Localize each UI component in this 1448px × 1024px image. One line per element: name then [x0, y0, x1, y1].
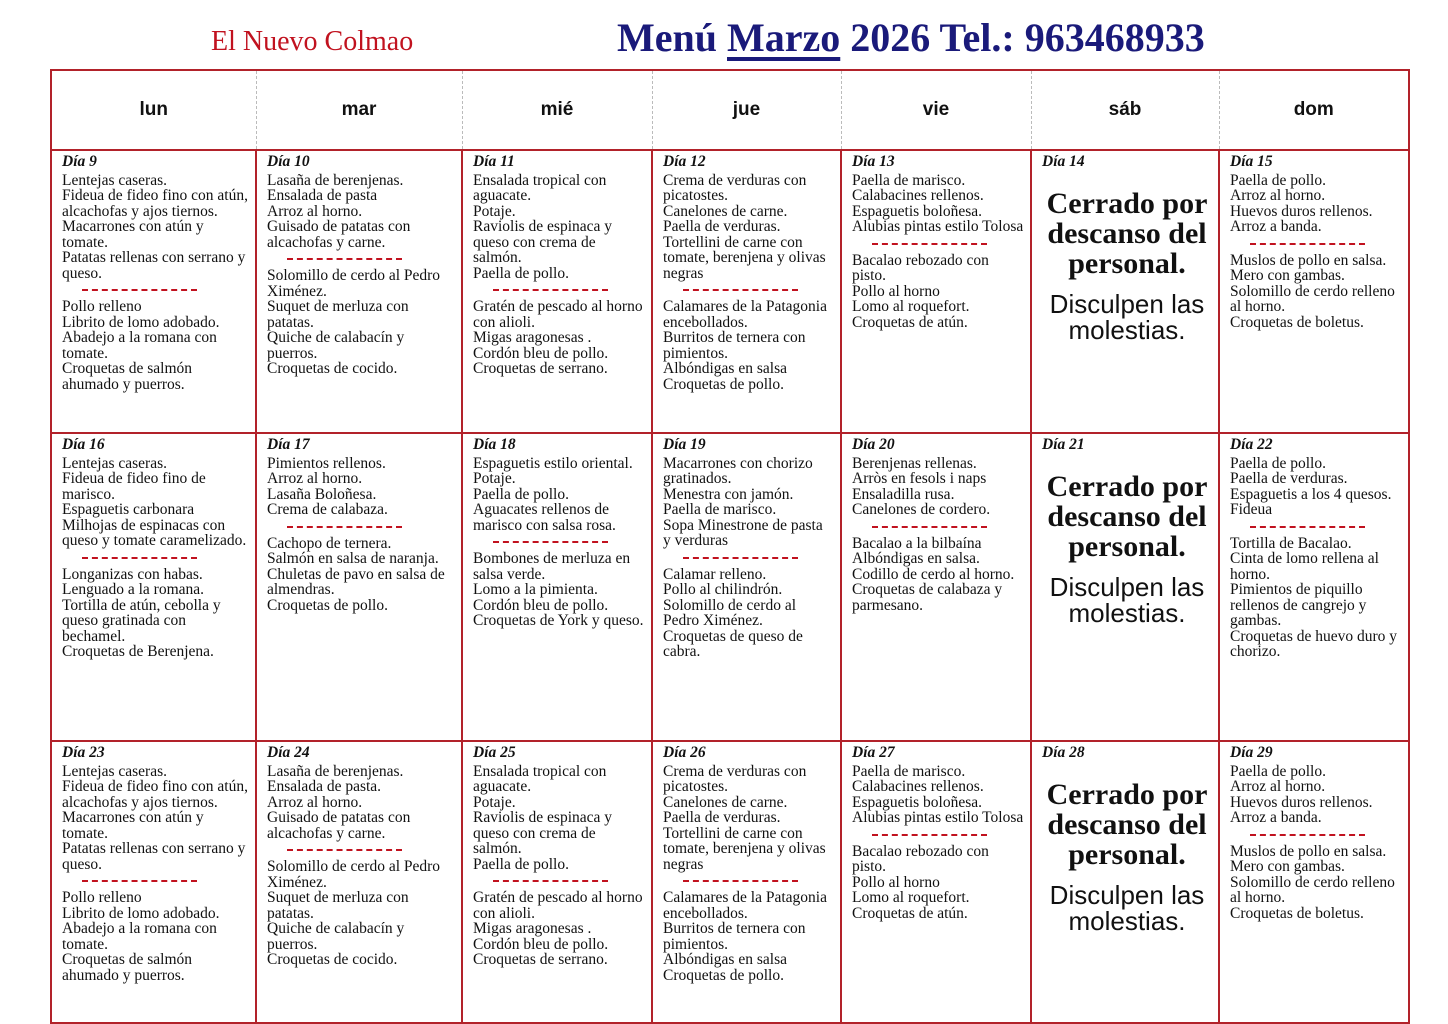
day-cell — [1219, 150, 1409, 433]
dish-item: Librito de lomo adobado. — [62, 904, 220, 922]
weekday-header: mié — [462, 70, 652, 150]
dish-item: Librito de lomo adobado. — [62, 313, 220, 331]
dish-item: Menestra con jamón. — [663, 485, 794, 503]
dish-item: Paella de pollo. — [473, 855, 569, 873]
day-label: Día 9 — [62, 153, 97, 170]
dish-item: Arroz a banda. — [1230, 218, 1322, 235]
dish-item: Albóndigas en salsa — [663, 360, 787, 377]
course-divider — [287, 258, 402, 260]
dish-item: Fideua de fideo fino con atún, alcachofas y ajos tiernos. — [62, 778, 248, 811]
week-row — [51, 741, 1409, 1023]
course-divider — [287, 849, 402, 851]
course-divider — [493, 880, 608, 882]
dish-item: Albóndigas en salsa — [663, 951, 787, 968]
dish-item: Crema de verduras con picatostes. — [663, 171, 807, 204]
dish-item: Lasaña de berenjenas. — [267, 762, 404, 780]
day-label: Día 23 — [62, 744, 105, 761]
dish-item: Paella de verduras. — [1230, 470, 1348, 487]
dish-item: Cordón bleu de pollo. — [473, 596, 609, 614]
dish-item: Fideua — [1230, 501, 1273, 518]
dish-item: Quiche de calabacín y puerros. — [267, 920, 405, 953]
dish-item: Cachopo de ternera. — [267, 534, 392, 552]
dish-item: Alubias pintas estilo Tolosa — [852, 809, 1024, 826]
day-label: Día 20 — [852, 436, 895, 453]
day-label: Día 22 — [1230, 436, 1273, 453]
day-label: Día 18 — [473, 436, 516, 453]
day-label: Día 11 — [473, 153, 515, 170]
dish-item: Muslos de pollo en salsa. — [1230, 251, 1387, 269]
dish-item: Muslos de pollo en salsa. — [1230, 842, 1387, 860]
course-divider — [493, 289, 608, 291]
dish-item: Ensalada de pasta — [267, 187, 378, 204]
dish-item: Croquetas de Berenjena. — [62, 643, 214, 660]
dish-item: Lentejas caseras. — [62, 454, 167, 472]
dish-item: Paella de marisco. — [663, 501, 777, 518]
dish-item: Paella de pollo. — [1230, 171, 1326, 189]
menu-calendar — [50, 69, 1410, 1024]
day-cell — [462, 433, 652, 741]
title-month: Marzo — [727, 15, 841, 60]
dish-item: Gratén de pescado al horno con alioli. — [473, 298, 643, 331]
dish-item: Raviolis de espinaca y queso con crema de salmón. — [473, 809, 613, 857]
day-cell — [652, 150, 841, 433]
dish-item: Lomo al roquefort. — [852, 298, 970, 315]
dish-item: Burritos de ternera con pimientos. — [663, 920, 806, 953]
dish-item: Mero con gambas. — [1230, 267, 1345, 284]
dish-item: Crema de calabaza. — [267, 501, 388, 518]
closed-notice — [1042, 764, 1212, 934]
dish-item: Bombones de merluza en salsa verde. — [473, 550, 631, 583]
day-label: Día 14 — [1042, 153, 1085, 170]
day-cell — [462, 741, 652, 1023]
day-cell — [256, 150, 462, 433]
dish-item: Calabacines rellenos. — [852, 187, 984, 204]
dish-item: Solomillo de cerdo relleno al horno. — [1230, 873, 1395, 906]
course-divider — [683, 880, 798, 882]
dish-item: Potaje. — [473, 793, 516, 811]
dish-item: Abadejo a la romana con tomate. — [62, 920, 217, 953]
day-cell — [1219, 433, 1409, 741]
day-label: Día 24 — [267, 744, 310, 761]
dish-item: Macarrones con atún y tomate. — [62, 809, 204, 842]
dish-item: Solomillo de cerdo relleno al horno. — [1230, 282, 1395, 315]
dish-item: Arroz al horno. — [1230, 778, 1326, 795]
dish-item: Tortilla de Bacalao. — [1230, 534, 1352, 552]
dish-item: Chuletas de pavo en salsa de almendras. — [267, 565, 445, 598]
closed-title-line: personal. — [1068, 529, 1186, 563]
closed-title-line: Cerrado por — [1046, 469, 1208, 503]
closed-note-line: Disculpen las — [1049, 571, 1205, 602]
day-label: Día 10 — [267, 153, 310, 170]
weekday-header: dom — [1219, 70, 1409, 150]
dish-item: Canelones de cordero. — [852, 501, 991, 518]
weekday-header: jue — [652, 70, 841, 150]
closed-title-line: personal. — [1068, 246, 1186, 280]
course-divider — [82, 289, 197, 291]
dish-item: Abadejo a la romana con tomate. — [62, 329, 217, 362]
dish-item: Espaguetis boloñesa. — [852, 202, 983, 220]
dish-item: Lentejas caseras. — [62, 171, 167, 189]
dish-item: Bacalao rebozado con pisto. — [852, 251, 989, 284]
day-cell — [841, 741, 1031, 1023]
course-divider — [287, 526, 402, 528]
dish-item: Lentejas caseras. — [62, 762, 167, 780]
dish-item: Croquetas de pollo. — [267, 596, 388, 614]
closed-notice — [1042, 173, 1212, 343]
day-cell — [1031, 150, 1219, 433]
dish-item: Berenjenas rellenas. — [852, 454, 977, 472]
course-divider — [1250, 526, 1365, 528]
course-divider — [872, 834, 987, 836]
dish-item: Espaguetis estilo oriental. — [473, 454, 633, 472]
dish-item: Tortilla de atún, cebolla y queso gratinada con bechamel. — [62, 596, 221, 645]
dish-item: Gratén de pescado al horno con alioli. — [473, 889, 643, 922]
closed-title-line: personal. — [1068, 837, 1186, 871]
dish-item: Croquetas de York y queso. — [473, 612, 644, 629]
dish-item: Arroz a banda. — [1230, 809, 1322, 826]
dish-item: Arròs en fesols i naps — [852, 470, 987, 487]
title-prefix: Menú — [617, 15, 717, 60]
day-label: Día 16 — [62, 436, 105, 453]
course-divider — [683, 557, 798, 559]
day-cell — [1031, 741, 1219, 1023]
dish-item: Fideua de fideo fino con atún, alcachofas y ajos tiernos. — [62, 187, 248, 220]
dish-item: Pollo relleno — [62, 889, 142, 906]
dish-item: Paella de pollo. — [473, 485, 569, 503]
dish-item: Croquetas de pollo. — [663, 375, 784, 393]
day-cell — [841, 150, 1031, 433]
dish-item: Huevos duros rellenos. — [1230, 793, 1373, 811]
day-cell — [51, 741, 256, 1023]
dish-item: Croquetas de atún. — [852, 904, 968, 922]
dish-item: Solomillo de cerdo al Pedro Ximénez. — [663, 596, 797, 629]
menu-title — [617, 14, 1205, 61]
dish-item: Cordón bleu de pollo. — [473, 344, 609, 362]
dish-item: Solomillo de cerdo al Pedro Ximénez. — [267, 267, 441, 300]
dish-item: Migas aragonesas . — [473, 329, 592, 346]
day-label: Día 25 — [473, 744, 516, 761]
dish-item: Croquetas de cocido. — [267, 951, 398, 968]
dish-item: Ensalada de pasta. — [267, 778, 382, 795]
dish-item: Codillo de cerdo al horno. — [852, 565, 1015, 583]
day-label: Día 26 — [663, 744, 706, 761]
closed-note-line: Disculpen las — [1049, 879, 1205, 910]
dish-item: Lenguado a la romana. — [62, 581, 205, 598]
dish-item: Aguacates rellenos de marisco con salsa rosa. — [473, 501, 616, 534]
dish-item: Tortellini de carne con tomate, berenjena y olivas negras — [663, 824, 826, 873]
closed-note-line: molestias. — [1068, 597, 1186, 628]
weekday-header: sáb — [1031, 70, 1219, 150]
day-cell — [841, 433, 1031, 741]
course-divider — [82, 880, 197, 882]
course-divider — [872, 243, 987, 245]
dish-item: Espaguetis carbonara — [62, 501, 195, 518]
dish-item: Paella de pollo. — [1230, 762, 1326, 780]
dish-item: Canelones de carne. — [663, 202, 788, 220]
dish-item: Ensalada tropical con aguacate. — [473, 762, 607, 795]
dish-item: Croquetas de serrano. — [473, 951, 608, 968]
day-cell — [256, 741, 462, 1023]
day-label: Día 12 — [663, 153, 706, 170]
day-cell — [652, 433, 841, 741]
dish-item: Pollo al horno — [852, 873, 940, 891]
day-label: Día 15 — [1230, 153, 1273, 170]
dish-item: Raviolis de espinaca y queso con crema de salmón. — [473, 218, 613, 266]
dish-item: Pimientos de piquillo rellenos de cangrejo y gambas. — [1230, 581, 1367, 629]
day-label: Día 13 — [852, 153, 895, 170]
dish-item: Calabacines rellenos. — [852, 778, 984, 795]
dish-item: Calamar relleno. — [663, 565, 767, 583]
dish-item: Calamares de la Patagonia encebollados. — [663, 298, 827, 331]
dish-item: Paella de marisco. — [852, 171, 966, 189]
weekday-header: vie — [841, 70, 1031, 150]
closed-title-line: Cerrado por — [1046, 777, 1208, 811]
dish-item: Pimientos rellenos. — [267, 454, 386, 472]
dish-item: Croquetas de pollo. — [663, 966, 784, 984]
dish-item: Crema de verduras con picatostes. — [663, 762, 807, 795]
dish-item: Quiche de calabacín y puerros. — [267, 329, 405, 362]
dish-item: Lomo a la pimienta. — [473, 581, 598, 598]
dish-item: Calamares de la Patagonia encebollados. — [663, 889, 827, 922]
closed-title-line: descanso del — [1047, 216, 1207, 250]
closed-notice — [1042, 456, 1212, 626]
day-cell — [51, 433, 256, 741]
dish-item: Bacalao rebozado con pisto. — [852, 842, 989, 875]
dish-item: Migas aragonesas . — [473, 920, 592, 937]
dish-item: Bacalao a la bilbaína — [852, 534, 982, 552]
course-divider — [493, 541, 608, 543]
dish-item: Patatas rellenas con serrano y queso. — [62, 249, 246, 282]
weekday-header: lun — [51, 70, 256, 150]
closed-note-line: Disculpen las — [1049, 288, 1205, 319]
restaurant-name: El Nuevo Colmao — [211, 26, 414, 57]
dish-item: Macarrones con chorizo gratinados. — [663, 454, 813, 487]
day-cell — [1219, 741, 1409, 1023]
dish-item: Croquetas de boletus. — [1230, 313, 1364, 331]
dish-item: Paella de verduras. — [663, 809, 781, 826]
day-cell — [652, 741, 841, 1023]
dish-item: Macarrones con atún y tomate. — [62, 218, 204, 251]
dish-item: Milhojas de espinacas con queso y tomate caramelizado. — [62, 516, 247, 549]
dish-item: Guisado de patatas con alcachofas y carne. — [267, 809, 411, 842]
dish-item: Paella de pollo. — [473, 264, 569, 282]
course-divider — [1250, 243, 1365, 245]
course-divider — [1250, 834, 1365, 836]
dish-item: Arroz al horno. — [267, 793, 363, 811]
day-cell — [462, 150, 652, 433]
dish-item: Suquet de merluza con patatas. — [267, 889, 409, 922]
course-divider — [683, 289, 798, 291]
week-row — [51, 150, 1409, 433]
dish-item: Suquet de merluza con patatas. — [267, 298, 409, 331]
dish-item: Lasaña de berenjenas. — [267, 171, 404, 189]
closed-title-line: descanso del — [1047, 499, 1207, 533]
dish-item: Salmón en salsa de naranja. — [267, 550, 439, 567]
dish-item: Croquetas de salmón ahumado y puerros. — [62, 360, 193, 393]
dish-item: Paella de pollo. — [1230, 454, 1326, 472]
dish-item: Espaguetis a los 4 quesos. — [1230, 485, 1392, 503]
dish-item: Croquetas de queso de cabra. — [663, 627, 803, 660]
dish-item: Croquetas de serrano. — [473, 360, 608, 377]
dish-item: Potaje. — [473, 470, 516, 487]
dish-item: Burritos de ternera con pimientos. — [663, 329, 806, 362]
dish-item: Canelones de carne. — [663, 793, 788, 811]
dish-item: Arroz al horno. — [267, 202, 363, 220]
dish-item: Lomo al roquefort. — [852, 889, 970, 906]
day-label: Día 28 — [1042, 744, 1085, 761]
weekday-header: mar — [256, 70, 462, 150]
dish-item: Arroz al horno. — [267, 470, 363, 487]
dish-item: Pollo al chilindrón. — [663, 581, 783, 598]
dish-item: Mero con gambas. — [1230, 858, 1345, 875]
closed-note-line: molestias. — [1068, 905, 1186, 936]
dish-item: Sopa Minestrone de pasta y verduras — [663, 516, 823, 549]
day-cell — [1031, 433, 1219, 741]
dish-item: Huevos duros rellenos. — [1230, 202, 1373, 220]
dish-item: Tortellini de carne con tomate, berenjena y olivas negras — [663, 233, 826, 282]
dish-item: Patatas rellenas con serrano y queso. — [62, 840, 246, 873]
dish-item: Arroz al horno. — [1230, 187, 1326, 204]
day-label: Día 21 — [1042, 436, 1085, 453]
dish-item: Pollo al horno — [852, 282, 940, 300]
dish-item: Croquetas de cocido. — [267, 360, 398, 377]
closed-note-line: molestias. — [1068, 314, 1186, 345]
day-label: Día 27 — [852, 744, 895, 761]
day-cell — [256, 433, 462, 741]
dish-item: Guisado de patatas con alcachofas y carne. — [267, 218, 411, 251]
dish-item: Alubias pintas estilo Tolosa — [852, 218, 1024, 235]
course-divider — [82, 557, 197, 559]
day-cell — [51, 150, 256, 433]
dish-item: Albóndigas en salsa. — [852, 550, 980, 567]
dish-item: Croquetas de huevo duro y chorizo. — [1230, 627, 1398, 660]
dish-item: Cordón bleu de pollo. — [473, 935, 609, 953]
closed-title-line: Cerrado por — [1046, 186, 1208, 220]
weekday-header-row — [51, 70, 1409, 150]
dish-item: Cinta de lomo rellena al horno. — [1230, 550, 1379, 583]
week-row — [51, 433, 1409, 741]
dish-item: Espaguetis boloñesa. — [852, 793, 983, 811]
dish-item: Solomillo de cerdo al Pedro Ximénez. — [267, 858, 441, 891]
dish-item: Pollo relleno — [62, 298, 142, 315]
dish-item: Croquetas de salmón ahumado y puerros. — [62, 951, 193, 984]
closed-title-line: descanso del — [1047, 807, 1207, 841]
dish-item: Croquetas de boletus. — [1230, 904, 1364, 922]
dish-item: Ensaladilla rusa. — [852, 485, 955, 503]
dish-item: Croquetas de atún. — [852, 313, 968, 331]
dish-item: Potaje. — [473, 202, 516, 220]
dish-item: Lasaña Boloñesa. — [267, 485, 377, 503]
dish-item: Longanizas con habas. — [62, 565, 203, 583]
title-suffix: 2026 Tel.: 963468933 — [850, 15, 1205, 60]
day-label: Día 29 — [1230, 744, 1273, 761]
day-label: Día 19 — [663, 436, 706, 453]
course-divider — [872, 526, 987, 528]
dish-item: Fideua de fideo fino de marisco. — [62, 470, 206, 503]
dish-item: Paella de marisco. — [852, 762, 966, 780]
dish-item: Croquetas de calabaza y parmesano. — [852, 581, 1003, 614]
dish-item: Paella de verduras. — [663, 218, 781, 235]
dish-item: Ensalada tropical con aguacate. — [473, 171, 607, 204]
day-label: Día 17 — [267, 436, 310, 453]
